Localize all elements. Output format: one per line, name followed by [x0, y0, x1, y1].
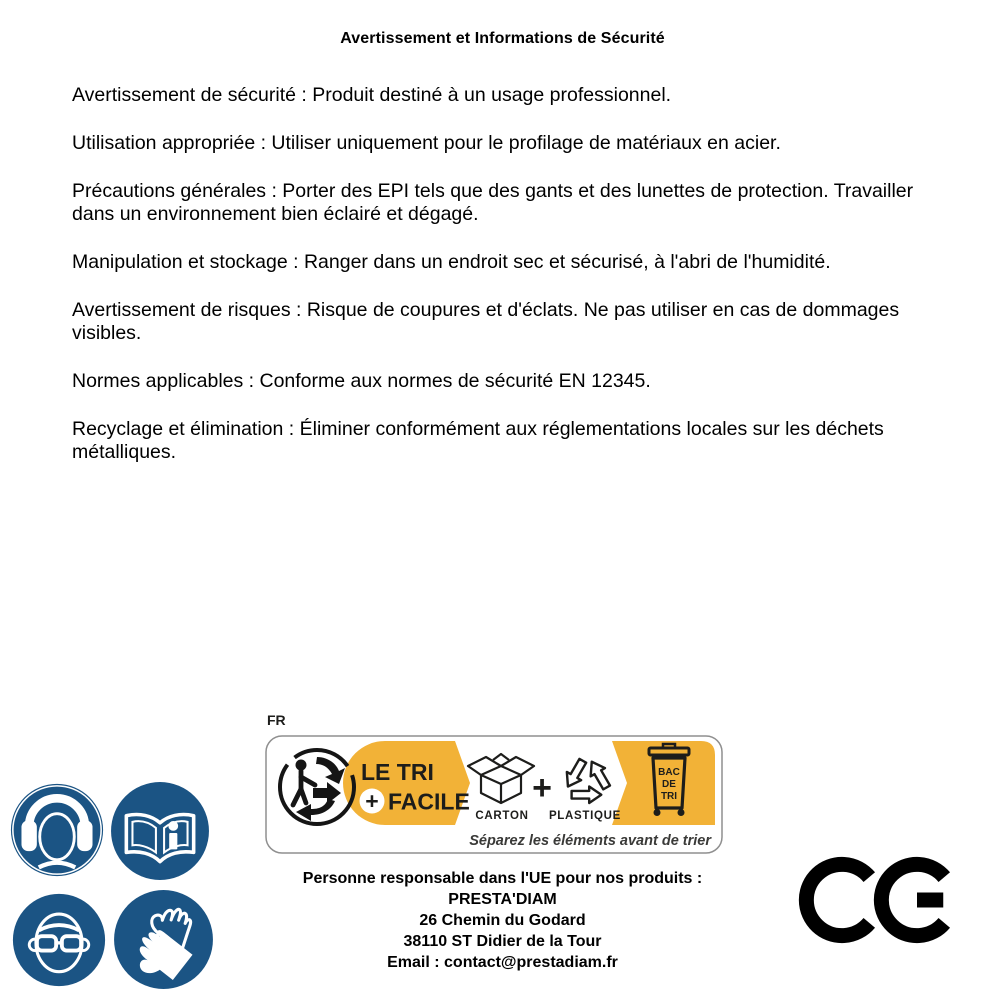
responsible-email: Email : contact@prestadiam.fr	[387, 954, 618, 971]
safety-text-block	[72, 84, 952, 489]
responsible-intro: Personne responsable dans l'UE pour nos produits :	[302, 870, 703, 887]
paragraph-handling-storage	[72, 251, 952, 274]
tri-headline-plus: +	[365, 788, 379, 814]
responsible-company: PRESTA'DIAM	[448, 891, 557, 908]
paragraph-general-precautions	[72, 180, 952, 226]
bin-label-line: DE	[662, 779, 676, 790]
responsible-person-block	[250, 868, 755, 973]
tri-facile-label	[265, 735, 723, 854]
paragraph-line: dans un environnement bien éclairé et dégagé.	[72, 203, 479, 225]
bin-label-line: TRI	[660, 791, 678, 802]
responsible-street: 26 Chemin du Godard	[419, 912, 586, 929]
paragraph-line: Utilisation appropriée : Utiliser uniquement pour le profilage de matériaux en acier.	[72, 132, 781, 154]
responsible-city: 38110 ST Didier de la Tour	[403, 933, 602, 950]
paragraph-line: Recyclage et élimination : Éliminer conformément aux réglementations locales sur les déchets	[72, 418, 884, 440]
tri-headline-line1: LE TRI	[361, 759, 434, 785]
materials-plus-sign: +	[532, 769, 552, 807]
paragraph-standards	[72, 370, 952, 393]
page-title: Avertissement et Informations de Sécurité	[340, 30, 665, 47]
eye-protection-icon	[11, 892, 107, 988]
tri-headline-line2: FACILE	[388, 788, 470, 815]
bin-label-line: BAC	[658, 767, 680, 778]
plastique-label: PLASTIQUE	[548, 810, 622, 822]
read-manual-icon	[109, 780, 211, 882]
paragraph-line: visibles.	[72, 322, 142, 344]
paragraph-risk-warning	[72, 299, 952, 345]
paragraph-line: métalliques.	[72, 441, 177, 463]
paragraph-security-warning	[72, 84, 952, 107]
gloves-icon	[112, 888, 215, 991]
paragraph-appropriate-use	[72, 132, 952, 155]
carton-label: CARTON	[475, 810, 529, 822]
fr-country-code: FR	[267, 712, 286, 728]
paragraph-line: Normes applicables : Conforme aux normes de sécurité EN 12345.	[72, 370, 651, 392]
ce-marking-icon	[797, 851, 962, 949]
paragraph-line: Avertissement de risques : Risque de coupures et d'éclats. Ne pas utiliser en cas de dommages	[72, 299, 900, 321]
ear-protection-icon	[9, 782, 105, 878]
paragraph-line: Avertissement de sécurité : Produit destiné à un usage professionnel.	[72, 84, 672, 106]
paragraph-recycling	[72, 418, 952, 464]
tri-tagline: Séparez les éléments avant de trier	[469, 833, 711, 849]
paragraph-line: Précautions générales : Porter des EPI tels que des gants et des lunettes de protection. Travailler	[72, 180, 914, 202]
paragraph-line: Manipulation et stockage : Ranger dans un endroit sec et sécurisé, à l'abri de l'humidité.	[72, 251, 831, 273]
